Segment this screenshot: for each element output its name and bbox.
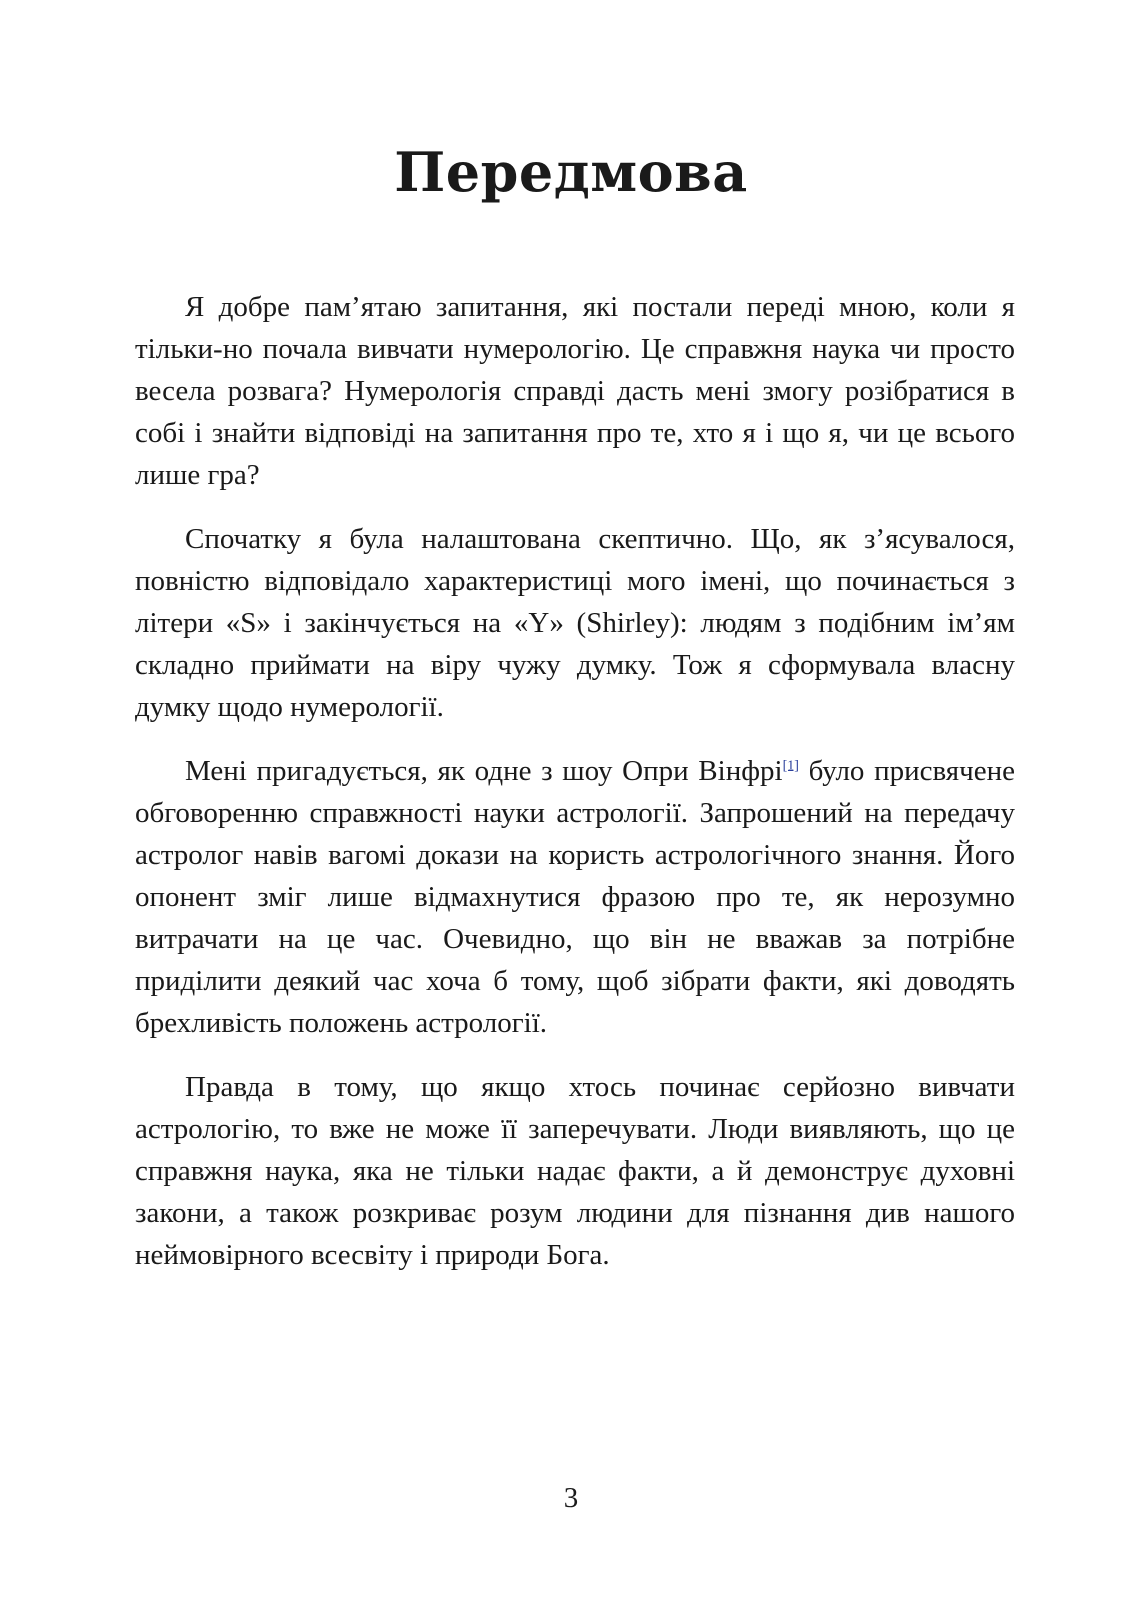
body-text xyxy=(135,286,1015,1298)
page-number: 3 xyxy=(563,1482,579,1514)
page-title: Передмова xyxy=(394,140,748,204)
paragraph-3 xyxy=(135,750,1015,1044)
paragraph-4: Правда в тому, що якщо хтось починає серйозно вивчати астрологію, то вже не може її заперечувати. Люди виявляють, що це справжня наука, яка не тільки надає факти, а й демонструє духовні закони, а також розкриває розум людини для пізнання див нашого неймовірного всесвіту і природи Бога. xyxy=(135,1071,1015,1271)
paragraph-1: Я добре пам’ятаю запитання, які постали переді мною, коли я тільки-но почала вивчати нумерологію. Це справжня наука чи просто весела розвага? Нумерологія справді дасть мені змогу розібратися в собі і знайти відповіді на запитання про те, хто я і що я, чи це всього лише гра? xyxy=(135,291,1015,491)
paragraph-3-text-before: Мені пригадується, як одне з шоу Опри Вінфрі xyxy=(185,755,783,787)
paragraph-3-text-after: було присвячене обговоренню справжності науки астрології. Запрошений на передачу астролог навів вагомі докази на користь астрологічного знання. Його опонент зміг лише відмахнутися фразою про те, як нерозумно витрачати на це час. Очевидно, що він не вважав за потрібне приділити деякий час хоча б тому, щоб зібрати факти, які доводять брехливість положень астрології. xyxy=(135,755,1015,1039)
paragraph-2: Спочатку я була налаштована скептично. Що, як з’ясувалося, повністю відповідало характеристиці мого імені, що починається з літери «S» і закінчується на «Y» (Shirley): людям з подібним ім’ям складно приймати на віру чужу думку. Тож я сформувала власну думку щодо нумерології. xyxy=(135,523,1015,723)
footnote-link[interactable]: [1] xyxy=(782,758,799,774)
